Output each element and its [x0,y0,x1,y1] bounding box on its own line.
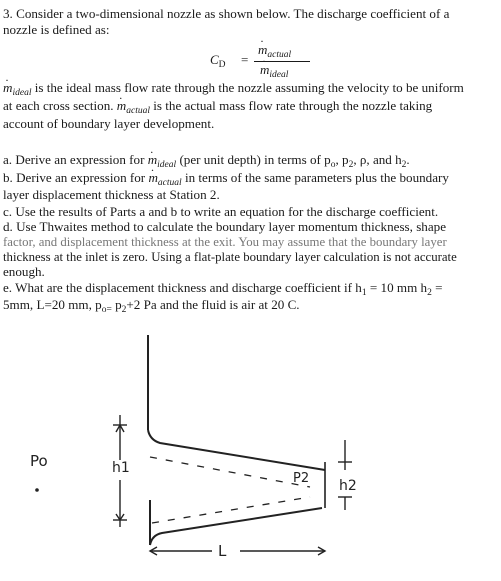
formula-lhs: $C_D$ [210,52,226,70]
label-L: L [218,542,227,560]
upper-wall-taper [148,430,325,470]
label-po: Po [30,452,48,470]
ideal-definition-line-2: at each cross section. · $m_{actual}$ is the actual mass flow rate through the nozzle taking [3,98,432,119]
part-e-line-2: 5mm, L=20 mm, $p_{o=}$ $p_2+2$ Pa and the fluid is air at 20 C. [3,297,300,315]
ideal-definition-line-3: account of boundary layer development. [3,116,215,131]
po-dot [35,488,39,492]
formula-equals: = [241,52,249,67]
part-b-line-1: b. Derive an expression for · $m_{actual}$ in terms of the same parameters plus the boundary [3,170,449,191]
label-h2: h2 [339,478,357,494]
part-e-line-1: e. What are the displacement thickness and discharge coefficient if $h_1 = 10$ mm $h_2$ = [3,280,443,298]
centerline-upper [150,457,310,487]
formula-numerator: · $m_{actual}$ [258,42,291,60]
part-c: c. Use the results of Parts a and b to write an equation for the discharge coefficient. [3,204,439,219]
intro-line-2: nozzle is defined as: [3,22,110,37]
lower-wall-taper [150,508,322,545]
label-h1: h1 [112,460,130,476]
part-a: a. Derive an expression for · $m_{ideal}$ (per unit depth) in terms of $p_o$, $p_2$, ρ, and $h_2$. [3,152,410,173]
centerline-lower [152,497,310,523]
intro-line-1: 3. Consider a two-dimensional nozzle as shown below. The discharge coefficient of a [3,6,450,21]
label-p2: P2 [293,471,310,486]
part-d-line-4: enough. [3,264,45,279]
part-d-line-2: factor, and displacement thickness at the exit. You may assume that the boundary layer [3,235,447,249]
formula-denominator: · $m_{ideal}$ [260,62,288,80]
part-d-line-3: thickness at the inlet is zero. Using a flat-plate boundary layer calculation is not accurate [3,250,457,264]
part-b-line-2: layer displacement thickness at Station 2. [3,187,220,202]
part-d-line-1: d. Use Thwaites method to calculate the boundary layer momentum thickness, shape [3,219,447,234]
ideal-definition-line-1: · $m_{ideal}$ is the ideal mass flow rate through the nozzle assuming the velocity to be uniform [3,80,464,101]
